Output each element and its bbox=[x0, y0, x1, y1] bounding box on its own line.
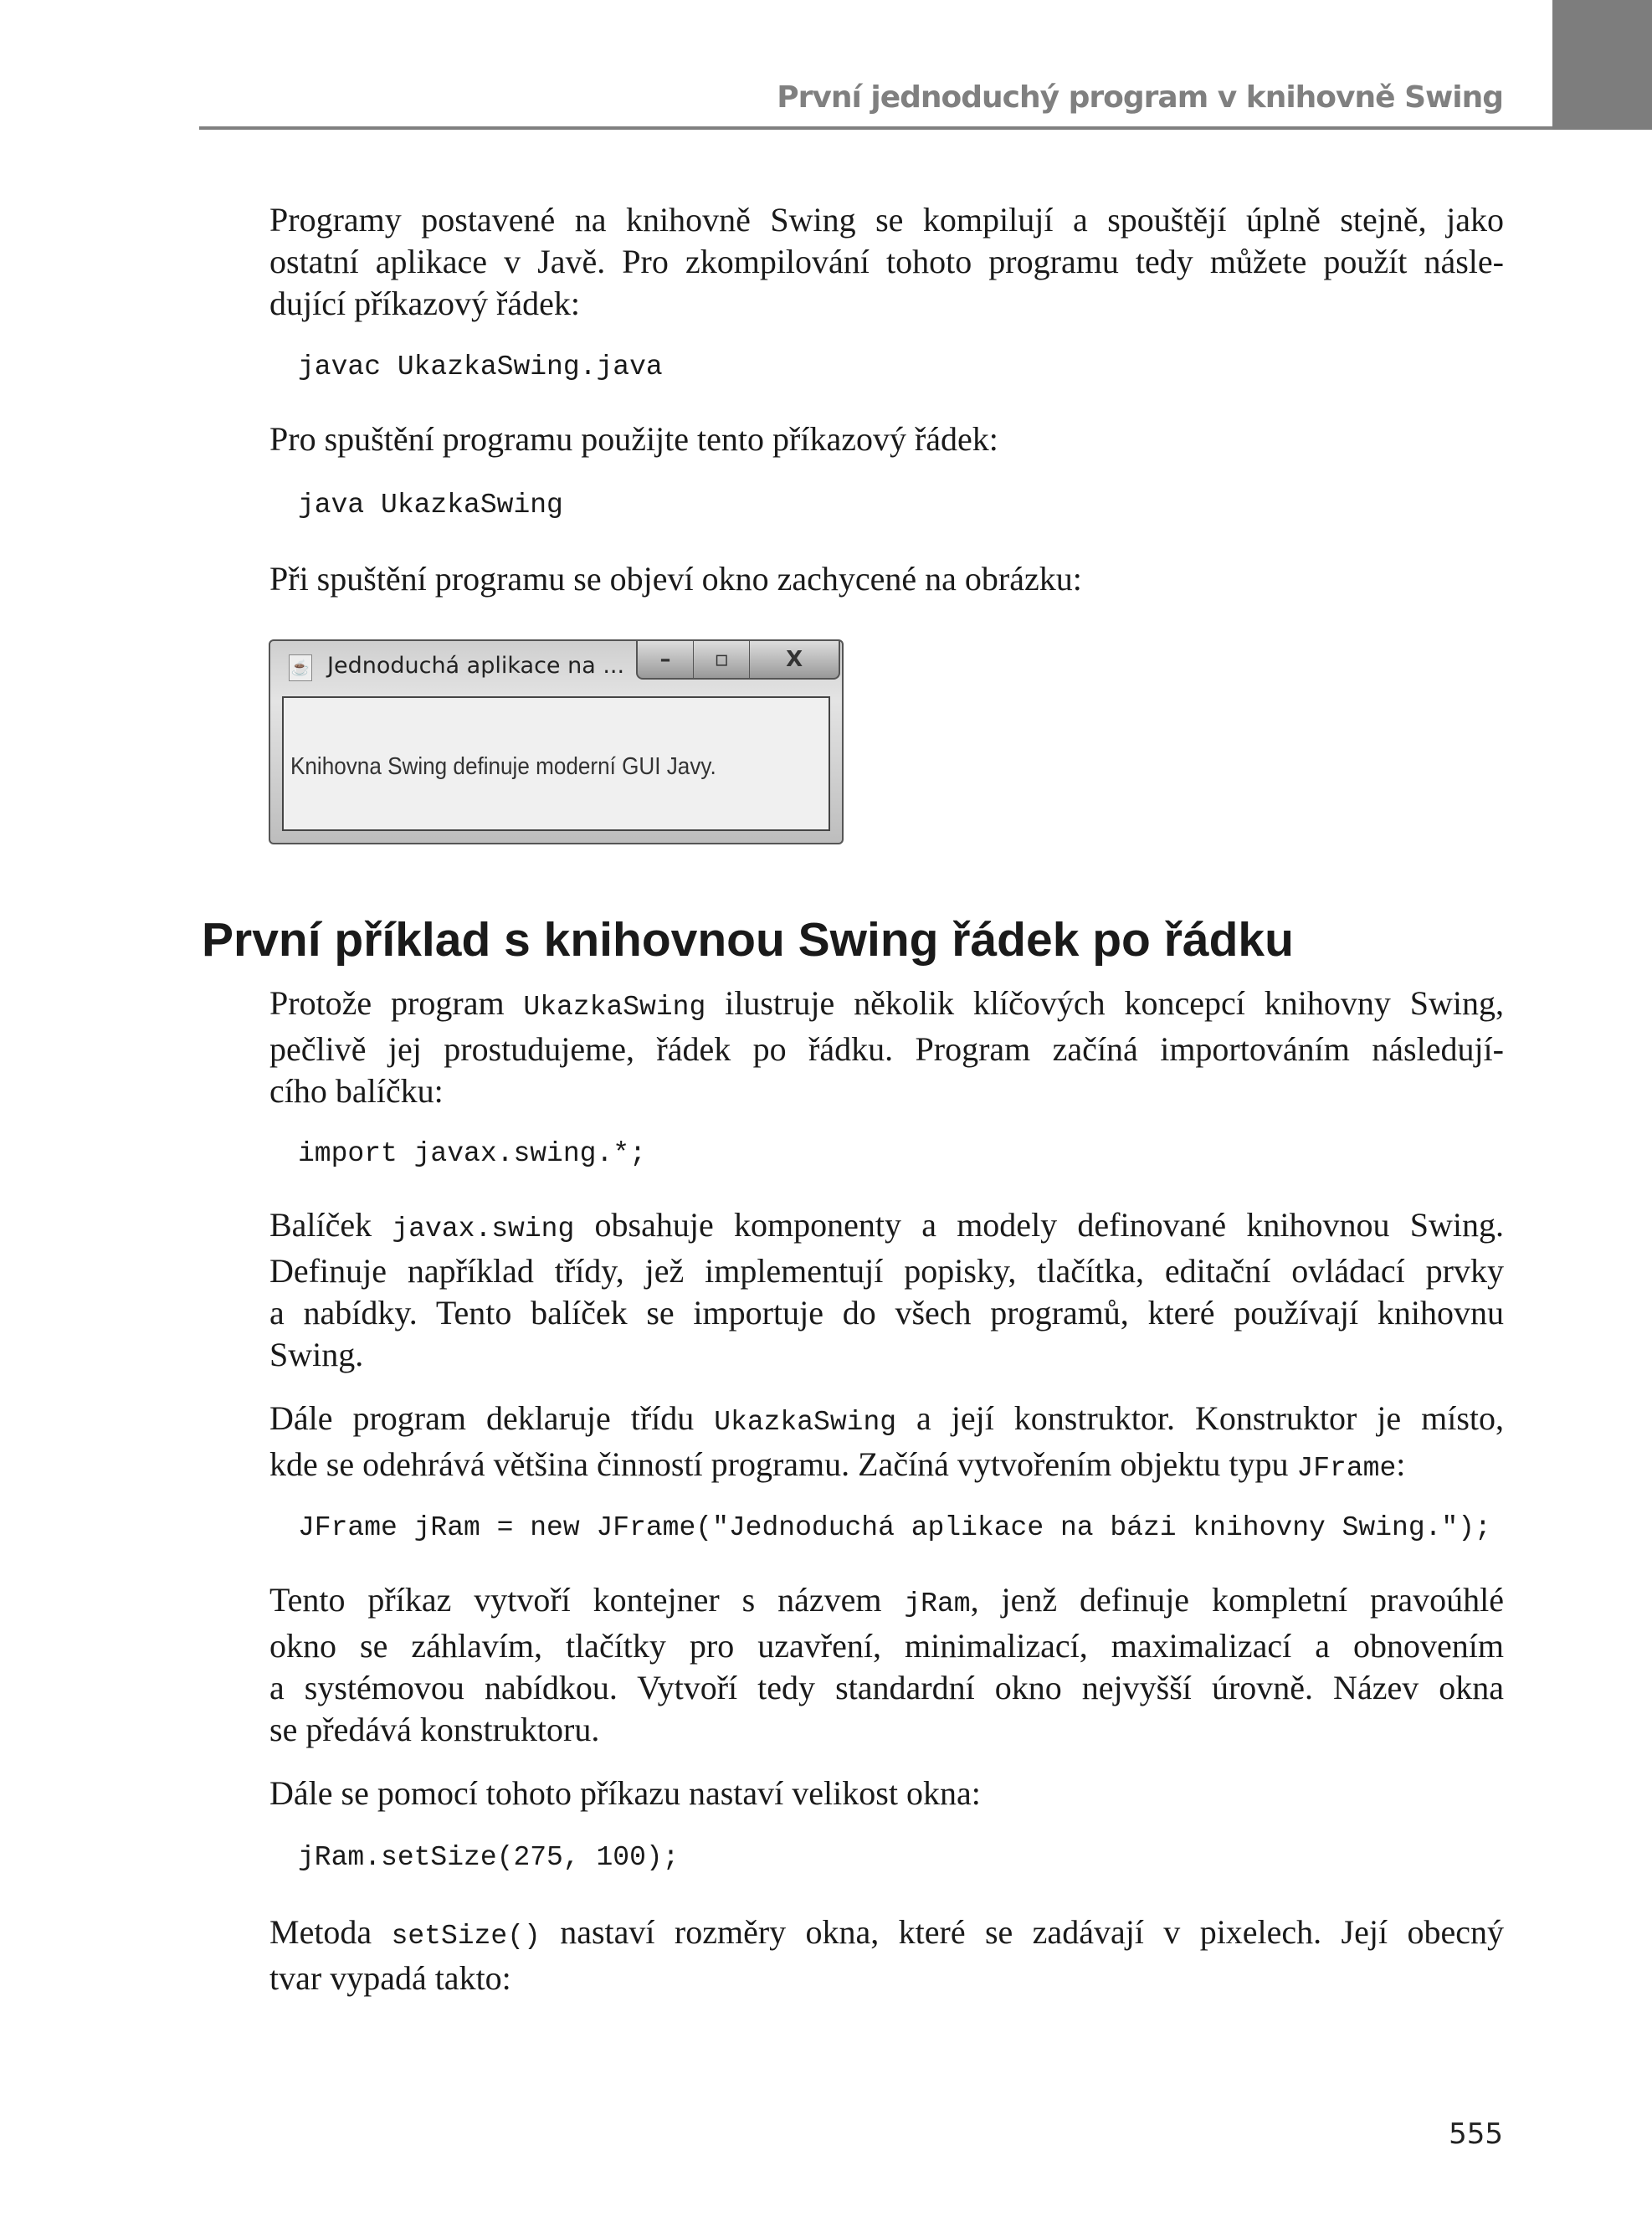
text-segment: a nabídky. Tento balíček se importuje do všech programů, které používají knihovnu bbox=[269, 1294, 1504, 1332]
text-segment: nastaví rozměry okna, které se zadávají v pixelech. Její obecný bbox=[540, 1913, 1504, 1951]
text-segment: obsahuje komponenty a modely definované knihovnou Swing. bbox=[574, 1206, 1504, 1244]
text-line bbox=[269, 1579, 1504, 1625]
window-controls bbox=[636, 641, 840, 680]
text-line bbox=[269, 558, 1504, 600]
text-line bbox=[269, 1958, 1504, 1999]
text-line bbox=[269, 1204, 1504, 1250]
text-segment: ostatní aplikace v Javě. Pro zkompilování tohoto programu tedy můžete použít násle- bbox=[269, 243, 1504, 280]
inline-code: UkazkaSwing bbox=[714, 1407, 897, 1438]
text-line bbox=[269, 1029, 1504, 1070]
code-line: java UkazkaSwing bbox=[298, 490, 563, 521]
text-segment: Metoda bbox=[269, 1913, 392, 1951]
window-label: Knihovna Swing definuje moderní GUI Javy. bbox=[290, 753, 716, 780]
inline-code: setSize() bbox=[391, 1921, 541, 1952]
swing-window-figure bbox=[269, 639, 844, 844]
text-segment: Programy postavené na knihovně Swing se kompilují a spouštějí úplně stejně, jako bbox=[269, 201, 1504, 239]
text-line bbox=[269, 1334, 1504, 1376]
running-header: První jednoduchý program v knihovně Swing bbox=[777, 80, 1503, 115]
minimize-button: – bbox=[638, 641, 694, 678]
text-segment: Dále se pomocí tohoto příkazu nastaví velikost okna: bbox=[269, 1774, 981, 1812]
text-segment: Dále program deklaruje třídu bbox=[269, 1399, 715, 1437]
text-line bbox=[269, 199, 1504, 241]
window-title: Jednoduchá aplikace na ... bbox=[327, 653, 625, 679]
text-segment: a její konstruktor. Konstruktor je místo, bbox=[896, 1399, 1504, 1437]
text-line bbox=[269, 283, 1504, 325]
text-segment: dující příkazový řádek: bbox=[269, 285, 580, 322]
inline-code: javax.swing bbox=[392, 1214, 575, 1244]
inline-code: JFrame bbox=[1296, 1453, 1397, 1484]
text-line bbox=[269, 1667, 1504, 1709]
text-line bbox=[269, 1398, 1504, 1444]
text-segment: kde se odehrává většina činností programu. Začíná vytvořením objektu typu bbox=[269, 1445, 1297, 1483]
text-segment: , jenž definuje kompletní pravoúhlé bbox=[970, 1581, 1504, 1619]
text-line bbox=[269, 1070, 1504, 1112]
text-line bbox=[269, 1625, 1504, 1667]
text-line bbox=[269, 418, 1504, 460]
chapter-tab bbox=[1552, 0, 1652, 130]
text-line bbox=[269, 983, 1504, 1029]
text-segment: : bbox=[1396, 1445, 1406, 1483]
header-rule bbox=[199, 126, 1552, 130]
text-segment: a systémovou nabídkou. Vytvoří tedy standardní okno nejvyšší úrovně. Název okna bbox=[269, 1669, 1504, 1706]
paragraph bbox=[269, 558, 1504, 600]
text-segment: Při spuštění programu se objeví okno zachycené na obrázku: bbox=[269, 560, 1082, 598]
paragraph bbox=[269, 1398, 1504, 1490]
paragraph bbox=[269, 418, 1504, 460]
close-button: X bbox=[786, 647, 803, 672]
text-segment: Balíček bbox=[269, 1206, 392, 1244]
text-segment: cího balíčku: bbox=[269, 1072, 444, 1110]
inline-code: jRam bbox=[904, 1588, 971, 1619]
java-cup-icon: ☕ bbox=[289, 654, 312, 681]
text-line bbox=[269, 1911, 1504, 1958]
code-line: javac UkazkaSwing.java bbox=[298, 351, 663, 382]
paragraph bbox=[269, 1204, 1504, 1376]
text-line bbox=[269, 1773, 1504, 1814]
section-heading: První příklad s knihovnou Swing řádek po řádku bbox=[202, 913, 1294, 967]
text-line bbox=[269, 1250, 1504, 1292]
text-segment: se předává konstruktoru. bbox=[269, 1711, 600, 1748]
code-line: jRam.setSize(275, 100); bbox=[298, 1842, 680, 1873]
text-segment: pečlivě jej prostudujeme, řádek po řádku. Program začíná importováním následují- bbox=[269, 1030, 1504, 1068]
text-segment: Pro spuštění programu použijte tento příkazový řádek: bbox=[269, 420, 998, 458]
text-segment: Protože program bbox=[269, 984, 524, 1022]
text-segment: Swing. bbox=[269, 1336, 364, 1373]
text-line bbox=[269, 241, 1504, 283]
paragraph bbox=[269, 983, 1504, 1112]
inline-code: UkazkaSwing bbox=[523, 992, 706, 1023]
code-line: import javax.swing.*; bbox=[298, 1138, 646, 1169]
paragraph bbox=[269, 1911, 1504, 1999]
text-segment: tvar vypadá takto: bbox=[269, 1959, 511, 1997]
text-segment: ilustruje několik klíčových koncepcí knihovny Swing, bbox=[705, 984, 1504, 1022]
maximize-button: ▫ bbox=[694, 641, 750, 678]
paragraph bbox=[269, 1579, 1504, 1751]
window-content bbox=[282, 696, 830, 831]
page-number: 555 bbox=[1449, 2117, 1503, 2151]
text-segment: okno se záhlavím, tlačítky pro uzavření, minimalizací, maximalizací a obnovením bbox=[269, 1627, 1504, 1665]
paragraph bbox=[269, 199, 1504, 325]
code-line: JFrame jRam = new JFrame("Jednoduchá aplikace na bázi knihovny Swing."); bbox=[298, 1512, 1491, 1543]
text-segment: Definuje například třídy, jež implementují popisky, tlačítka, editační ovládací prvky bbox=[269, 1252, 1504, 1290]
text-segment: Tento příkaz vytvoří kontejner s názvem bbox=[269, 1581, 905, 1619]
paragraph bbox=[269, 1773, 1504, 1814]
text-line bbox=[269, 1444, 1504, 1490]
text-line bbox=[269, 1709, 1504, 1751]
text-line bbox=[269, 1292, 1504, 1334]
